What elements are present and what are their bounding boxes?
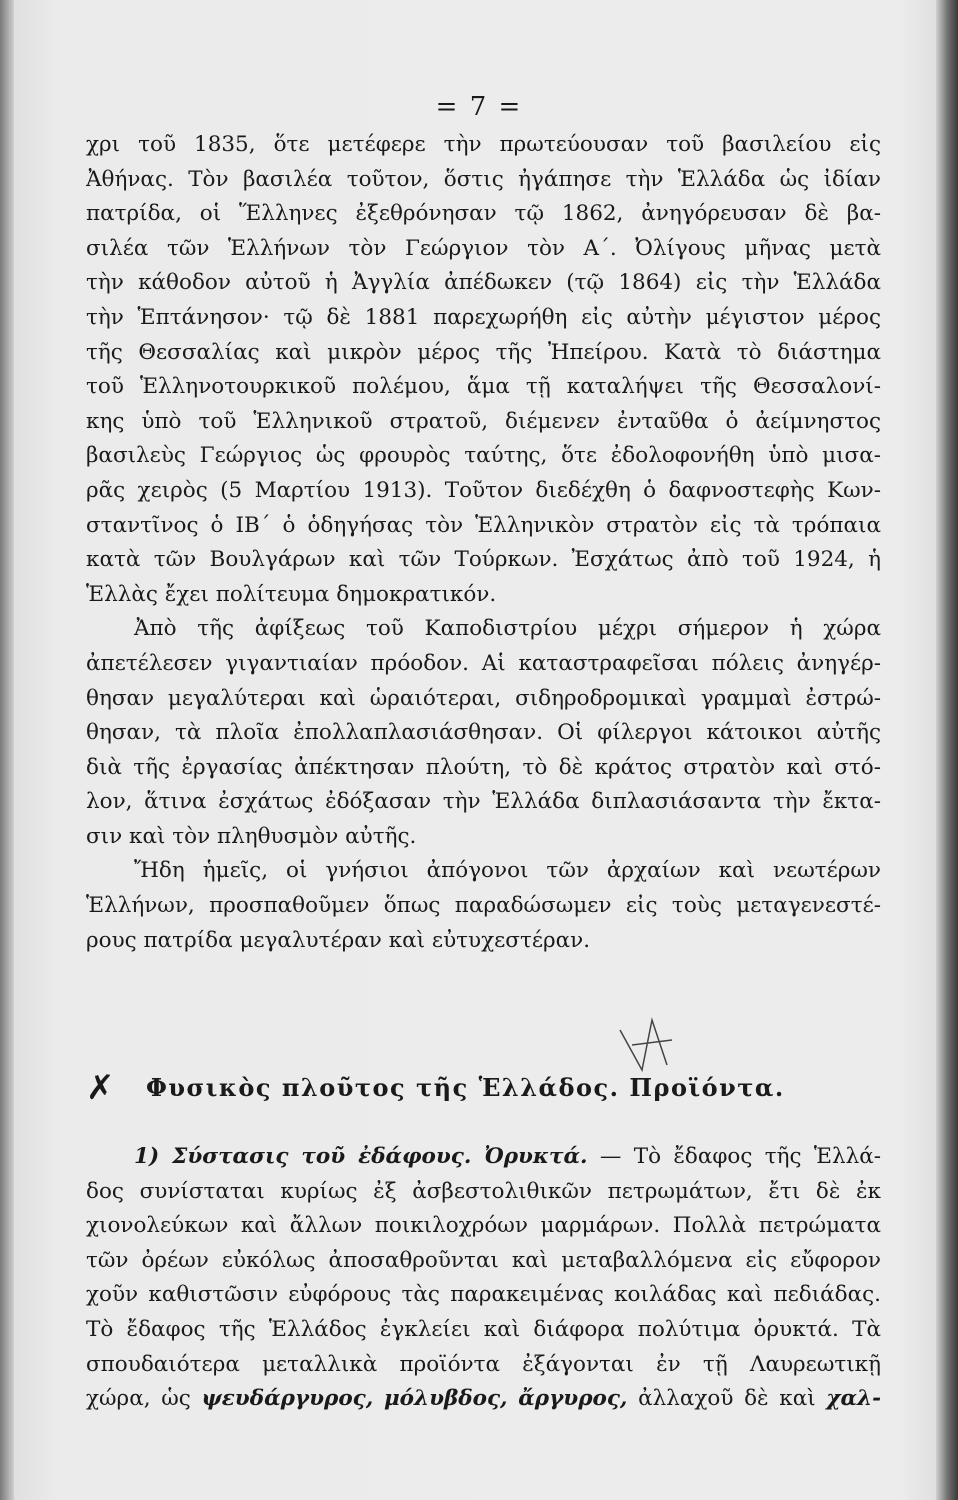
text-line: σταντῖνος ὁ ΙΒ΄ ὁ ὁδηγήσας τὸν Ἑλληνικὸν στρατὸν εἰς τὰ τρόπαια: [86, 512, 881, 538]
text-line: τῆς Θεσσαλίας καὶ μικρὸν μέρος τῆς Ἠπείρου. Κατὰ τὸ διάστημα: [86, 339, 881, 365]
text-line: Ἑλλήνων, προσπαθοῦμεν ὅπως παραδώσωμεν εἰς τοὺς μεταγενεστέ-: [86, 893, 881, 919]
text-line: ἀπετέλεσεν γιγαντιαίαν πρόοδον. Αἱ καταστραφεῖσαι πόλεις ἀνηγέρ-: [86, 650, 881, 676]
text-line: κης ὑπὸ τοῦ Ἑλληνικοῦ στρατοῦ, διέμενεν ἐνταῦθα ὁ ἀείμνηστος: [86, 408, 881, 434]
mineral-term: μόλυβδος,: [383, 1386, 508, 1412]
page-right-edge: [936, 0, 958, 1500]
subsection-label: 1) Σύστασις τοῦ ἐδάφους. Ὀρυκτά.: [134, 1144, 588, 1169]
text-line: διὰ τῆς ἐργασίας ἀπέκτησαν πλούτη, τὸ δὲ κράτος στρατὸν καὶ στό-: [86, 754, 881, 780]
text-line: σπουδαιότερα μεταλλικὰ προϊόντα ἐξάγονται ἐν τῇ Λαυρεωτικῇ: [86, 1351, 881, 1377]
text-line: ρᾶς χειρὸς (5 Μαρτίου 1913). Τοῦτον διεδέχθη ὁ δαφνοστεφὴς Κων-: [86, 477, 881, 503]
text-line: χιονολεύκων καὶ ἄλλων ποικιλοχρόων μαρμάρων. Πολλὰ πετρώματα: [86, 1213, 881, 1239]
page-number: = 7 =: [435, 92, 523, 122]
text-line: δος συνίσταται κυρίως ἐξ ἀσβεστολιθικῶν πετρωμάτων, ἔτι δὲ ἐκ: [86, 1178, 881, 1204]
text-line: χρι τοῦ 1835, ὅτε μετέφερε τὴν πρωτεύουσαν τοῦ βασιλείου εἰς: [86, 132, 881, 157]
page-left-edge: [0, 0, 14, 1500]
text-line: Ἀπὸ τῆς ἀφίξεως τοῦ Καποδιστρίου μέχρι σήμερον ἡ χώρα: [134, 616, 881, 642]
section-title: Φυσικὸς πλοῦτος τῆς Ἑλλάδος. Προϊόντα.: [146, 1073, 785, 1102]
mineral-term: χαλ-: [826, 1386, 881, 1412]
subsection-text: — Τὸ ἔδαφος τῆς Ἑλλά-: [599, 1144, 881, 1169]
line-start: χώρα, ὡς: [86, 1386, 191, 1412]
text-line: τὴν Ἑπτάνησον· τῷ δὲ 1881 παρεχωρήθη εἰς αὐτὴν μέγιστον μέρος: [86, 304, 881, 330]
text-line: ρους πατρίδα μεγαλυτέραν καὶ εὐτυχεστέραν.: [86, 927, 591, 953]
history-text: [86, 128, 881, 958]
text-line: [86, 1140, 881, 1175]
text-line: σιν καὶ τὸν πληθυσμὸν αὐτῆς.: [86, 823, 417, 849]
text-line: Ἑλλὰς ἔχει πολίτευμα δημοκρατικόν.: [86, 581, 497, 607]
line-middle: ἀλλαχοῦ δὲ καὶ: [638, 1386, 816, 1412]
section-heading: [86, 1066, 881, 1110]
text-line: θησαν μεγαλύτεραι καὶ ὡραιότεραι, σιδηροδρομικαὶ γραμμαὶ ἐστρώ-: [86, 685, 881, 711]
text-line: τοῦ Ἑλληνοτουρκικοῦ πολέμου, ἅμα τῇ καταλήψει τῆς Θεσσαλονί-: [86, 374, 881, 400]
text-line: [86, 1382, 881, 1417]
text-line: Ἤδη ἡμεῖς, οἱ γνήσιοι ἀπόγονοι τῶν ἀρχαίων καὶ νεωτέρων: [134, 858, 881, 884]
text-line: τὴν κάθοδον αὐτοῦ ἡ Ἀγγλία ἀπέδωκεν (τῷ 1864) εἰς τὴν Ἑλλάδα: [86, 270, 881, 296]
text-line: πατρίδα, οἱ Ἕλληνες ἐξεθρόνησαν τῷ 1862, ἀνηγόρευσαν δὲ βα-: [86, 201, 881, 227]
text-line: θησαν, τὰ πλοῖα ἐπολλαπλασιάσθησαν. Οἱ φίλεργοι κάτοικοι αὐτῆς: [86, 720, 881, 746]
mineral-term: ἄργυρος,: [518, 1386, 628, 1412]
text-line: χοῦν καθιστῶσιν εὐφόρους τὰς παρακειμένας κοιλάδας καὶ πεδιάδας.: [86, 1282, 881, 1308]
text-line: Ἀθήνας. Τὸν βασιλέα τοῦτον, ὅστις ἠγάπησε τὴν Ἑλλάδα ὡς ἰδίαν: [86, 166, 881, 192]
text-line: λον, ἅτινα ἐσχάτως ἐδόξασαν τὴν Ἑλλάδα διπλασιάσαντα τὴν ἔκτα-: [86, 789, 881, 815]
text-line: σιλέα τῶν Ἑλλήνων τὸν Γεώργιον τὸν Α΄. Ὀλίγους μῆνας μετὰ: [86, 235, 881, 261]
handwritten-mark-icon: ✗: [86, 1068, 115, 1108]
text-line: κατὰ τῶν Βουλγάρων καὶ τῶν Τούρκων. Ἐσχάτως ἀπὸ τοῦ 1924, ἡ: [86, 547, 881, 573]
text-line: Τὸ ἔδαφος τῆς Ἑλλάδος ἐγκλείει καὶ διάφορα πολύτιμα ὀρυκτά. Τὰ: [86, 1316, 881, 1342]
soil-section: [86, 1140, 881, 1417]
text-line: βασιλεὺς Γεώργιος ὡς φρουρὸς ταύτης, ὅτε ἐδολοφονήθη ὑπὸ μισα-: [86, 443, 881, 469]
text-line: τῶν ὀρέων εὐκόλως ἀποσαθροῦνται καὶ μεταβαλλόμενα εἰς εὔφορον: [86, 1247, 881, 1273]
mineral-term: ψευδάργυρος,: [201, 1386, 374, 1412]
